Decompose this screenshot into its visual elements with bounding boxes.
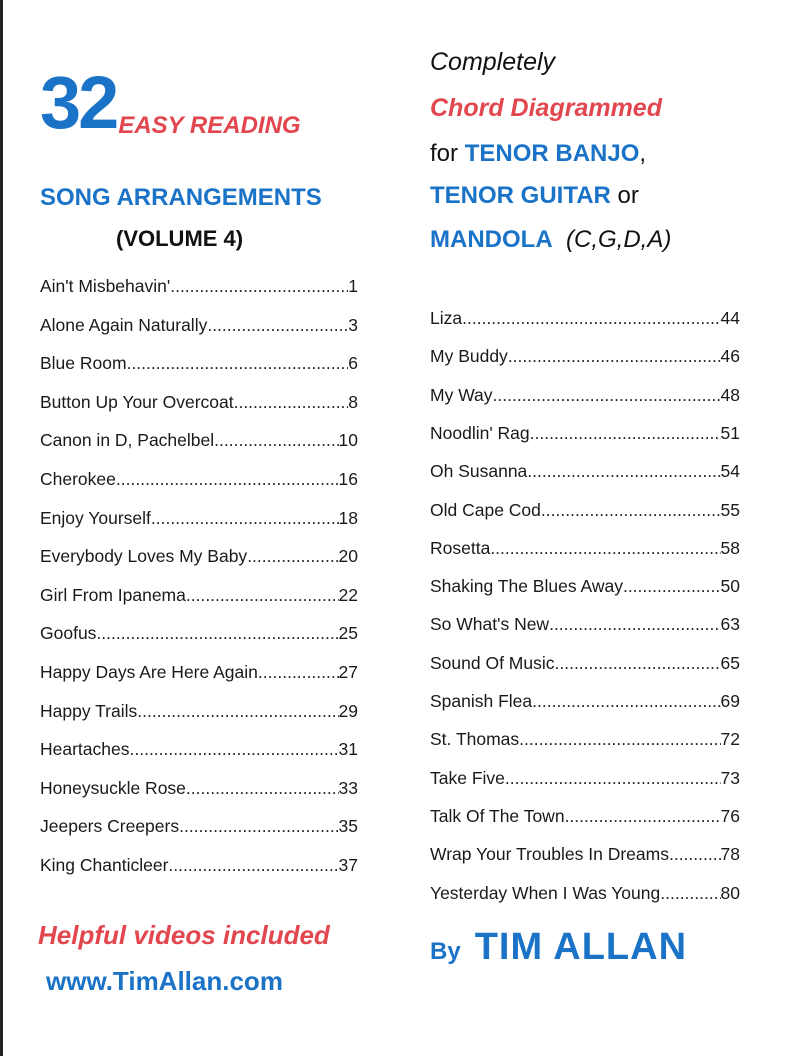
page-number: 1: [348, 276, 358, 296]
instrument-line-3: [430, 226, 671, 254]
by-word: By: [430, 938, 461, 965]
helpful-videos-note: Helpful videos included: [38, 920, 330, 950]
toc-entry: [430, 768, 740, 789]
page-left-edge: [0, 0, 3, 1056]
page-number: 63: [720, 614, 740, 635]
toc-entry: [430, 500, 740, 521]
song-title: Happy Trails: [40, 700, 138, 721]
page-number: 20: [338, 546, 358, 567]
song-title: Talk Of The Town: [430, 805, 565, 826]
page-number: 18: [338, 507, 358, 528]
instrument-line-2: [430, 182, 639, 210]
dot-leader: [137, 701, 338, 722]
page-number: 51: [720, 422, 740, 443]
dot-leader: [214, 430, 338, 451]
toc-entry: [430, 691, 740, 712]
page-number: 6: [348, 353, 358, 374]
completely-label: Completely: [430, 48, 556, 76]
song-count: 32: [40, 61, 117, 144]
toc-entry: [430, 538, 740, 559]
toc-entry: [40, 315, 358, 336]
toc-entry: [430, 461, 740, 482]
song-title: Ain't Misbehavin': [40, 276, 171, 296]
toc-entry: [40, 662, 358, 683]
song-title: Oh Susanna: [430, 461, 528, 482]
page-number: 73: [720, 767, 740, 788]
dot-leader: [168, 855, 338, 876]
dot-leader: [493, 385, 721, 406]
tenor-guitar-label: TENOR GUITAR: [430, 182, 611, 209]
song-title: Blue Room: [40, 353, 127, 374]
page-number: 37: [338, 855, 358, 875]
song-title: Take Five: [430, 767, 505, 788]
toc-entry: [430, 653, 740, 674]
page-number: 3: [348, 314, 358, 335]
dot-leader: [490, 538, 720, 559]
dot-leader: [186, 778, 339, 799]
song-title: Jeepers Creepers: [40, 816, 180, 837]
dot-leader: [549, 614, 720, 635]
song-title: Girl From Ipanema: [40, 584, 186, 605]
song-title: Everybody Loves My Baby: [40, 546, 248, 567]
song-title: Canon in D, Pachelbel: [40, 430, 215, 451]
page-number: 27: [338, 662, 358, 682]
dot-leader: [258, 662, 339, 683]
dot-leader: [234, 392, 349, 413]
instrument-line-1: [430, 140, 646, 168]
page-number: 72: [720, 729, 740, 750]
toc-entry: [430, 729, 740, 750]
toc-entry: [40, 546, 358, 567]
song-title: My Way: [430, 384, 493, 405]
toc-entry: [40, 508, 358, 529]
toc-entry: [40, 855, 358, 876]
toc-entry: [40, 353, 358, 374]
dot-leader: [505, 768, 721, 789]
dot-leader: [669, 844, 721, 865]
song-title: Noodlin' Rag: [430, 422, 530, 443]
dot-leader: [116, 469, 339, 490]
page-number: 25: [338, 623, 358, 644]
volume-label: (VOLUME 4): [116, 226, 244, 251]
dot-leader: [532, 691, 720, 712]
dot-leader: [170, 276, 348, 297]
page-number: 76: [720, 805, 740, 826]
website-link[interactable]: www.TimAllan.com: [46, 966, 283, 996]
author-name: TIM ALLAN: [474, 926, 688, 968]
left-column: [40, 60, 370, 875]
dot-leader: [130, 739, 339, 760]
toc-entry: [40, 778, 358, 799]
page-number: 55: [720, 499, 740, 520]
dot-leader: [127, 353, 349, 374]
dot-leader: [207, 315, 348, 336]
dot-leader: [565, 806, 721, 827]
dot-leader: [508, 346, 721, 367]
toc-entry: [430, 346, 740, 367]
song-title: Liza: [430, 308, 463, 328]
song-title: Rosetta: [430, 537, 491, 558]
toc-entry: [430, 883, 740, 904]
page-number: 50: [720, 576, 740, 597]
toc-entry: [430, 614, 740, 635]
page-number: 46: [720, 346, 740, 367]
toc-entry: [40, 392, 358, 413]
song-title: St. Thomas: [430, 729, 520, 750]
song-title: Alone Again Naturally: [40, 314, 208, 335]
page-number: 10: [338, 430, 358, 451]
for-word: for: [430, 140, 465, 167]
toc-entry: [40, 585, 358, 606]
toc-entry: [430, 844, 740, 865]
dot-leader: [541, 500, 721, 521]
mandola-label: MANDOLA: [430, 226, 553, 253]
toc-entry: [40, 469, 358, 490]
tenor-banjo-label: TENOR BANJO: [464, 140, 640, 167]
toc-entry: [430, 576, 740, 597]
tuning-label: (C,G,D,A): [566, 226, 672, 253]
song-title: Button Up Your Overcoat: [40, 391, 234, 412]
dot-leader: [530, 423, 721, 444]
page-number: 8: [348, 391, 358, 412]
song-title: Sound Of Music: [430, 652, 555, 673]
song-title: King Chanticleer: [40, 855, 169, 875]
comma: ,: [639, 140, 647, 167]
page-number: 16: [338, 469, 358, 489]
page-number: 58: [720, 537, 740, 558]
subtitle: SONG ARRANGEMENTS: [40, 184, 322, 211]
dot-leader: [186, 585, 339, 606]
song-title: Heartaches: [40, 739, 130, 760]
dot-leader: [462, 308, 720, 329]
toc-entry: [430, 385, 740, 406]
dot-leader: [519, 729, 720, 750]
page-number: 22: [338, 584, 358, 605]
page-number: 65: [720, 652, 740, 673]
page-number: 80: [720, 882, 740, 903]
page-number: 78: [720, 844, 740, 865]
page-number: 35: [338, 816, 358, 837]
toc-entry: [40, 623, 358, 644]
page-number: 31: [338, 739, 358, 760]
page-number: 44: [720, 308, 740, 328]
toc-entry: [430, 806, 740, 827]
page-number: 29: [338, 700, 358, 721]
song-title: Shaking The Blues Away: [430, 576, 623, 597]
toc-entry: [40, 739, 358, 760]
toc-entry: [40, 276, 358, 297]
page-number: 48: [720, 384, 740, 405]
song-title: So What's New: [430, 614, 550, 635]
page-number: 54: [720, 461, 740, 482]
dot-leader: [660, 883, 720, 904]
dot-leader: [555, 653, 721, 674]
chord-diagrammed-label: Chord Diagrammed: [430, 94, 662, 122]
dot-leader: [247, 546, 338, 567]
page-number: 69: [720, 691, 740, 711]
song-title: Goofus: [40, 623, 97, 644]
song-title: Cherokee: [40, 469, 116, 489]
page-number: 33: [338, 777, 358, 798]
dot-leader: [527, 461, 720, 482]
book-title: [40, 60, 370, 144]
toc-entry: [430, 308, 740, 329]
dot-leader: [96, 623, 338, 644]
easy-reading-label: EASY READING: [118, 112, 301, 139]
or-word: or: [610, 182, 639, 209]
dot-leader: [179, 816, 338, 837]
author-line: [430, 926, 687, 969]
song-title: Happy Days Are Here Again: [40, 662, 258, 682]
toc-entry: [40, 816, 358, 837]
song-title: Old Cape Cod: [430, 499, 541, 520]
song-title: Honeysuckle Rose: [40, 777, 186, 798]
toc-entry: [40, 430, 358, 451]
dot-leader: [623, 576, 721, 597]
song-title: Yesterday When I Was Young: [430, 882, 661, 903]
song-title: Enjoy Yourself: [40, 507, 151, 528]
toc-entry: [40, 701, 358, 722]
song-title: My Buddy: [430, 346, 508, 367]
song-title: Wrap Your Troubles In Dreams: [430, 844, 669, 865]
song-title: Spanish Flea: [430, 691, 533, 711]
toc-entry: [430, 423, 740, 444]
dot-leader: [151, 508, 339, 529]
